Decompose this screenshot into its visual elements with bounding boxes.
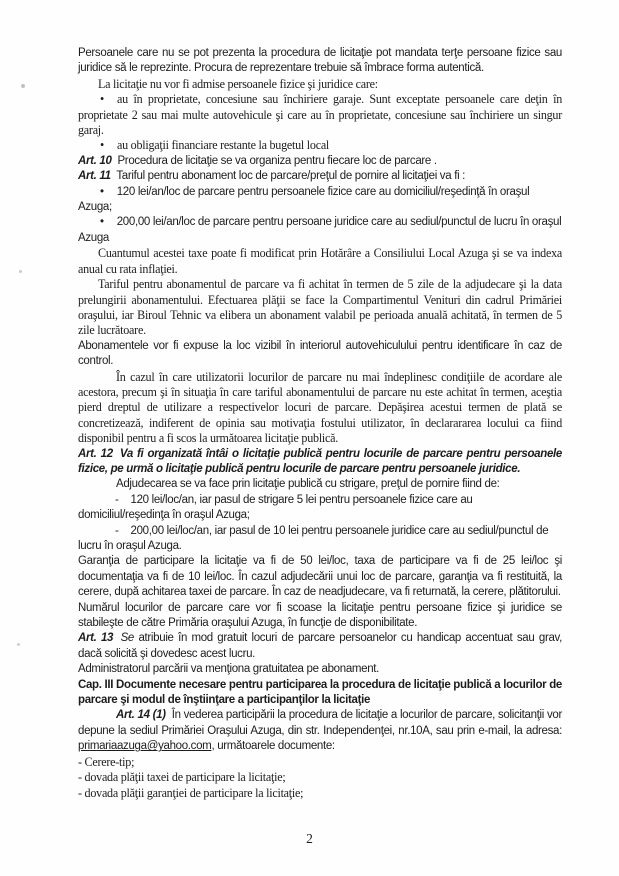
article-10 [78,154,562,169]
dash-icon: - [115,524,119,537]
scan-artifact [17,643,20,646]
article-label: Art. 10 [78,154,112,167]
document-body [78,46,562,801]
article-11 [78,169,562,184]
paragraph-adjudecare: Adjudecarea se va face prin licitaţie publică cu strigare, preţul de pornire fiind de: [116,478,500,491]
paragraph-administrator: Administratorul parcării va menţiona gratuitatea pe abonament. [78,663,380,676]
article-text: Procedura de licitaţie se va organiza pentru fiecare loc de parcare . [117,154,437,167]
dash-item-200 [78,524,562,555]
document-list-item: - dovada plăţii taxei de participare la licitaţie; [78,770,286,785]
paragraph-tarif-achitare: Tariful pentru abonamentul de parcare va fi achitat în termen de 5 zile de la adjudecare şi la data prelungirii abonamentului. Efectuarea plăţii se face la Compartimentul Venituri din cadrul Primăriei oraşului, iar Biroul Tehnic va elibera un abonament valabil pe perioada anuală achitată, în termen de 5 zile lucrătoare. [78,277,562,338]
article-text: atribuie în mod gratuit locuri de parcare persoanelor cu handicap accentuat sau grav, dacă solicită şi dovedesc acest lucru. [78,632,562,660]
document-list-item: - dovada plăţii garanţiei de participare la licitaţie; [78,785,304,800]
bullet-icon: • [100,216,104,229]
paragraph-pierdere-drept: În cazul în care utilizatorii locurilor de parcare nu mai îndeplinesc condiţiile de acordare ale acestora, precum şi în situaţia în care tariful abonamentului de parcare nu este achitat în termen, aceştia pierd dreptul de utilizare a respectivelor locuri de parcare. Depăşirea acestui termen de plată se concretizează, indiferent de opinia sau motivaţia fostului utilizator, în declarararea locului ca fiind disponibil pentru a fi scos la următoarea licitaţie publică. [78,369,562,446]
paragraph-numar-locuri: Numărul locurilor de parcare care vor fi scoase la licitaţie pentru persoane fizice şi juridice se stabileşte de către Primăria oraşului Azuga, în funcţie de disponibilitate. [78,601,562,630]
bullet-icon: • [100,185,104,198]
article-label: Art. 12 [78,447,113,460]
article-lead-word: Se [120,632,135,645]
bullet-text: au obligaţii financiare restante la bugetul local [116,138,330,153]
bullet-item-garaje [78,92,562,138]
article-text: În vederea participării la procedura de licitaţie a locurilor de parcare, solicitanţii vor depune la sediul Primăriei Oraşului Azuga, din str. Independenţei, nr.10A, sau prin e-mail, la adresa: [78,709,562,737]
email-link[interactable]: primariaazuga@yahoo.com [78,740,212,753]
page-number: 2 [306,831,313,846]
article-text: Tariful pentru abonament loc de parcare/preţul de pornire al licitaţiei va fi : [116,170,466,183]
bullet-item-tarif-200 [78,215,562,246]
article-12 [78,447,562,478]
article-14 [78,708,562,754]
bullet-item-obligatii [78,138,562,153]
paragraph-cuantum: Cuantumul acestei taxe poate fi modificat prin Hotărâre a Consiliului Local Azuga şi se va indexa anual cu rata inflaţiei. [78,246,562,276]
article-13 [78,631,562,662]
paragraph-mandate: Persoanele care nu se pot prezenta la procedura de licitaţie pot mandata terţe persoane fizice sau juridice să le reprezinte. Procura de reprezentare trebuie să îmbrace forma autentică. [78,47,562,75]
article-label: Art. 11 [78,170,111,183]
paragraph-garantia: Garanţia de participare la licitaţie va fi de 50 lei/loc, taxa de participare va fi de 25 lei/loc şi documentaţia va fi de 10 lei/loc. În cazul adjudecării unui loc de parcare, garanţia va fi restituită, la cerere, după achitarea taxei de parcare. În caz de neadjudecare, va fi returnată, la cerere, plătitorului. [78,555,562,599]
dash-text: 200,00 lei/loc/an, iar pasul de 10 lei pentru persoanele juridice care au sediul/punctul de lucru în oraşul Azuga. [78,524,549,552]
dash-icon: - [115,493,119,506]
article-text: , următoarele documente: [211,740,335,753]
dash-text: 120 lei/loc/an, iar pasul de strigare 5 lei pentru persoanele fizice care au domiciliul/reşedinţa în oraşul Azuga; [78,493,473,522]
bullet-text: 120 lei/an/loc de parcare pentru persoanele fizice care au domiciliul/reşedinţă în oraşul Azuga; [78,185,530,214]
scan-artifact [19,270,22,273]
bullet-icon: • [100,92,104,107]
bullet-icon: • [100,138,104,153]
paragraph-admitere: La licitaţie nu vor fi admise persoanele fizice şi juridice care: [98,76,378,91]
paragraph-abonamente: Abonamentele vor fi expuse la loc vizibil în interiorul autovehiculului pentru identificare în caz de control. [78,339,562,368]
bullet-item-tarif-120 [78,185,562,216]
dash-item-120 [78,493,562,524]
scan-artifact [21,84,25,88]
chapter-3-heading: Cap. III Documente necesare pentru participarea la procedura de licitaţie publică a locurilor de parcare şi modul de înştiinţare a participanţilor la licitaţie [78,678,562,707]
bullet-text: 200,00 lei/an/loc de parcare pentru persoane juridice care au sediul/punctul de lucru în oraşul Azuga [78,216,562,244]
article-label: Art. 13 [78,632,114,645]
document-list-item: - Cerere-tip; [78,754,135,769]
article-text: Va fi organizată întâi o licitaţie publică pentru locurile de parcare pentru persoanele fizice, pe urmă o licitaţie publică pentru locurile de parcare pentru persoanele juridice. [78,447,562,475]
bullet-text: au în proprietate, concesiune sau închiriere garaje. Sunt exceptate persoanele care deţin în proprietate 2 sau mai multe autovehicule şi care au în proprietate, concesiune sau închiriere un singur garaj. [78,92,562,138]
article-label: Art. 14 (1) [116,709,166,722]
